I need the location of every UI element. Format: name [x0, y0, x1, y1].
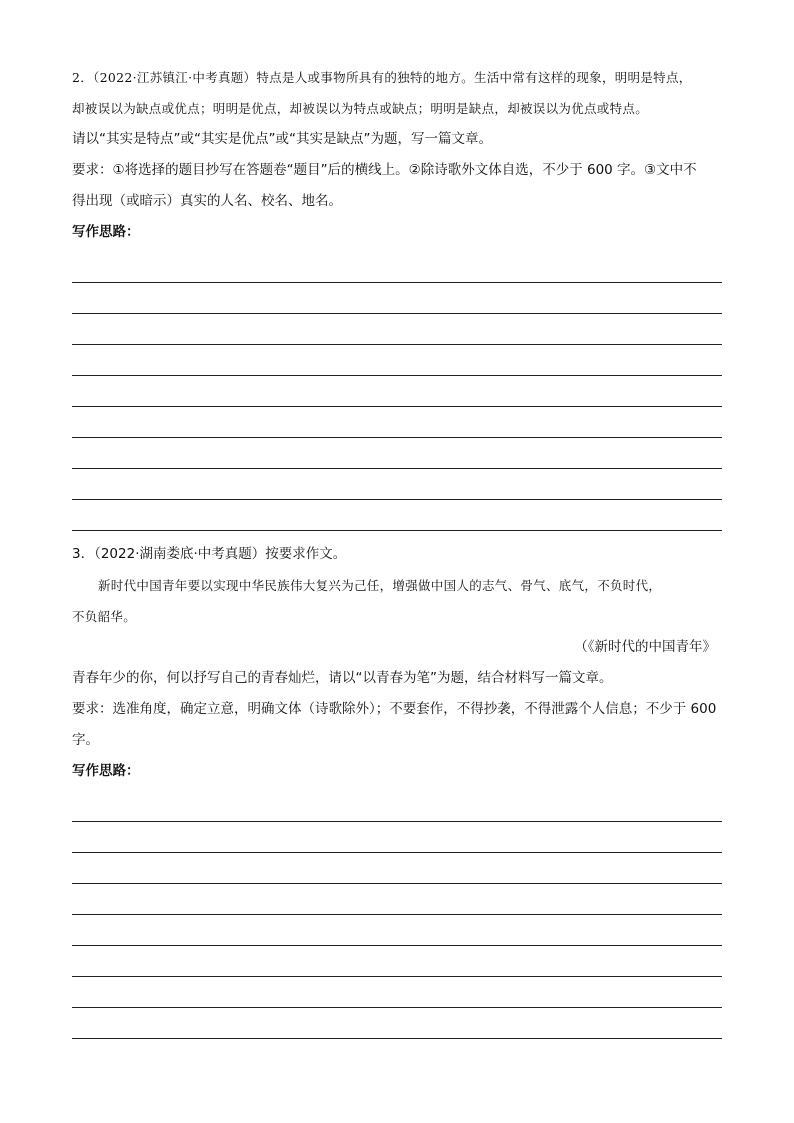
answer-line[interactable]: [72, 438, 722, 469]
question-3: [72, 539, 722, 1039]
answer-line[interactable]: [72, 376, 722, 407]
q3-quote-line-2: 不负韶华。: [72, 609, 137, 624]
q2-prompt: 请以“其实是特点”或“其实是优点”或“其实是缺点”为题，写一篇文章。: [72, 131, 492, 147]
answer-line[interactable]: [72, 314, 722, 345]
q3-writing-idea-label: 写作思路：: [72, 763, 140, 779]
answer-line[interactable]: [72, 946, 722, 977]
q3-quote-line-1: 新时代中国青年要以实现中华民族伟大复兴为己任，增强做中国人的志气、骨气、底气，不负时代，: [98, 578, 662, 593]
answer-line[interactable]: [72, 407, 722, 438]
q2-writing-idea-label: 写作思路：: [72, 224, 140, 240]
answer-line[interactable]: [72, 1008, 722, 1039]
q3-quote-source: （《新时代的中国青年》: [574, 639, 716, 655]
answer-line[interactable]: [72, 853, 722, 884]
q2-requirement-line-2: 得出现（或暗示）真实的人名、校名、地名。: [72, 193, 342, 209]
q3-requirement-line-2: 字。: [72, 732, 99, 748]
q3-prompt: 青春年少的你，何以抒写自己的青春灿烂，请以“以青春为笔”为题，结合材料写一篇文章。: [72, 670, 613, 686]
answer-line[interactable]: [72, 915, 722, 946]
q3-header: 3．（2022·湖南娄底·中考真题）按要求作文。: [72, 546, 347, 562]
q2-material-line-1: 2．（2022·江苏镇江·中考真题）特点是人或事物所具有的独特的地方。生活中常有这样的现象，明明是特点，: [72, 70, 692, 85]
q2-requirement-line-1: 要求：①将选择的题目抄写在答题卷“题目”后的横线上。②除诗歌外文体自选，不少于 600 字。③文中不: [72, 162, 697, 178]
answer-line[interactable]: [72, 469, 722, 500]
answer-line[interactable]: [72, 252, 722, 283]
answer-line[interactable]: [72, 791, 722, 822]
answer-line[interactable]: [72, 345, 722, 376]
q3-answer-lines[interactable]: [72, 791, 722, 1039]
q2-material-line-2: 却被误以为缺点或优点；明明是优点，却被误以为特点或缺点；明明是缺点，却被误以为优点或特点。: [72, 101, 649, 116]
answer-line[interactable]: [72, 884, 722, 915]
answer-line[interactable]: [72, 977, 722, 1008]
worksheet-page: [72, 62, 722, 1039]
answer-line[interactable]: [72, 283, 722, 314]
answer-line[interactable]: [72, 500, 722, 531]
q2-answer-lines[interactable]: [72, 252, 722, 531]
question-2: [72, 62, 722, 531]
q3-requirement-line-1: 要求：选准角度，确定立意，明确文体（诗歌除外）；不要套作，不得抄袭，不得泄露个人信息；不少于 600: [72, 701, 717, 717]
answer-line[interactable]: [72, 822, 722, 853]
